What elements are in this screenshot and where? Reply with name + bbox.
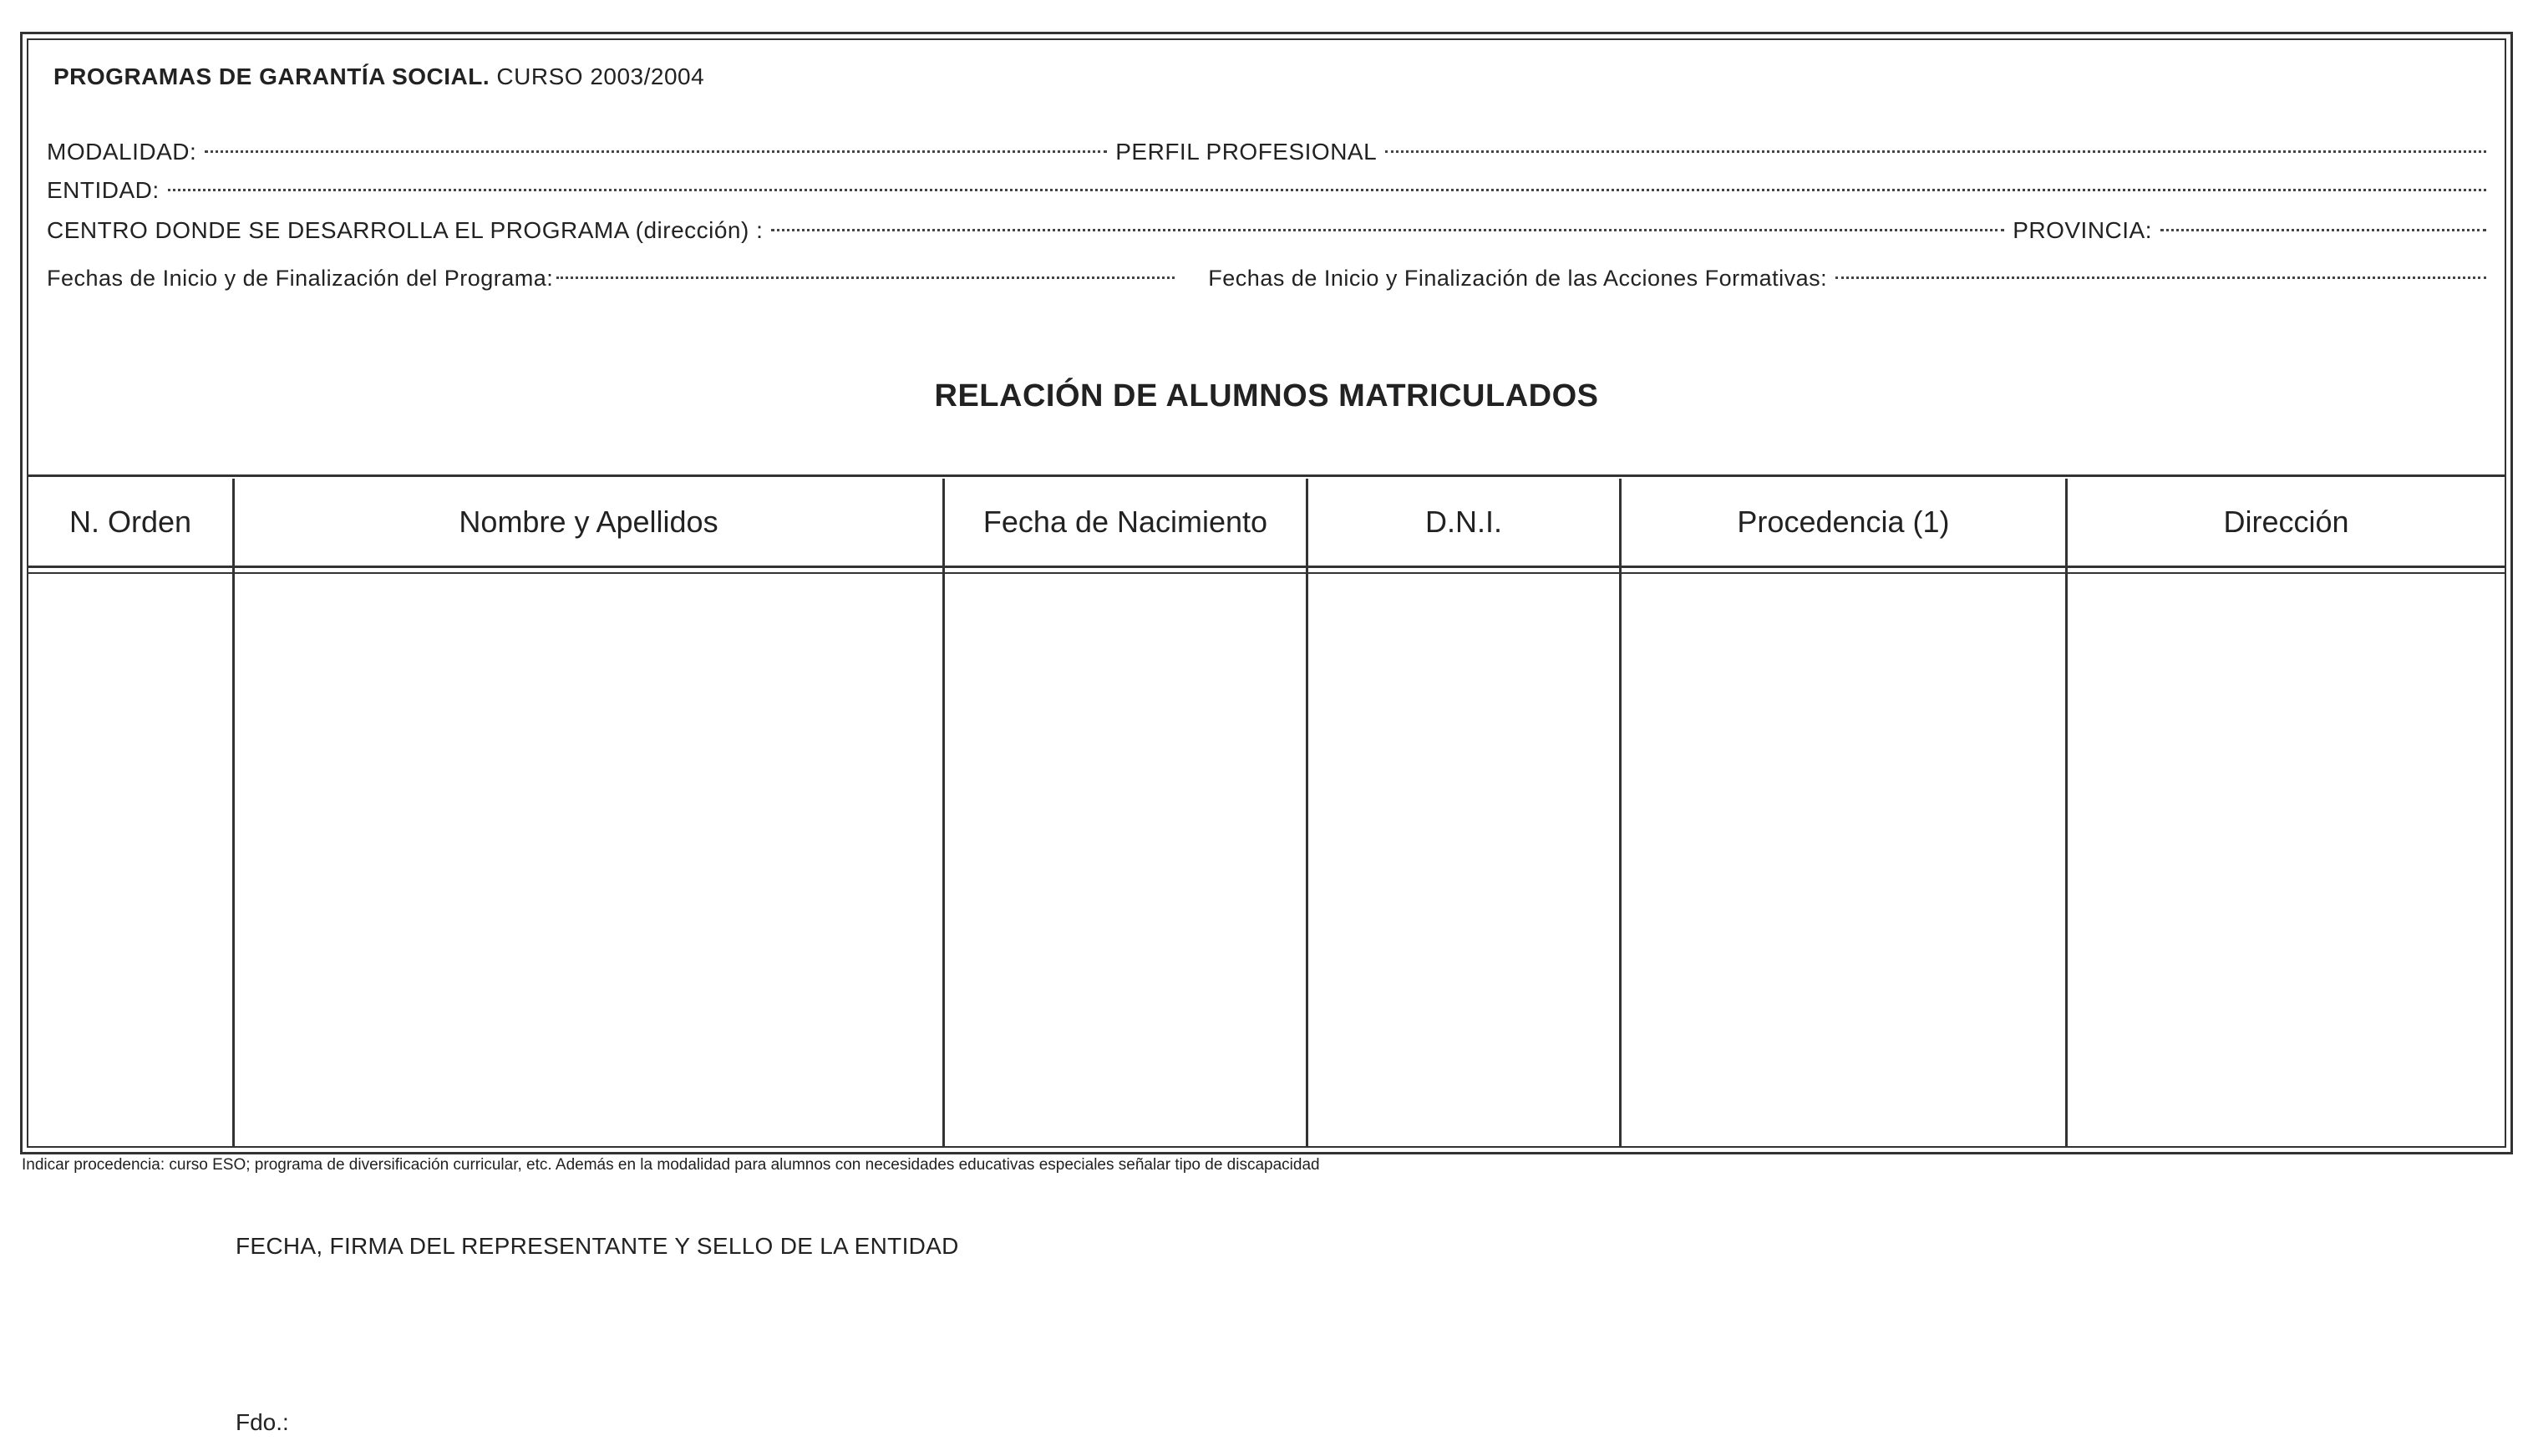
column-header: Nombre y Apellidos [235, 479, 942, 568]
signature-label: FECHA, FIRMA DEL REPRESENTANTE Y SELLO DE LA ENTIDAD [236, 1233, 959, 1259]
column-cells[interactable] [945, 572, 1306, 1146]
row-fechas [47, 266, 2486, 296]
program-title [53, 63, 704, 90]
entidad-field[interactable] [168, 189, 2486, 191]
perfil-field[interactable] [1385, 150, 2486, 153]
column-header: N. Orden [28, 479, 232, 568]
fechas-programa-field[interactable] [556, 276, 1175, 279]
column-nombre [235, 479, 945, 1146]
column-header: Procedencia (1) [1622, 479, 2065, 568]
entidad-label: ENTIDAD: [47, 177, 160, 203]
modalidad-field[interactable] [205, 150, 1107, 153]
column-cells[interactable] [2068, 572, 2505, 1146]
column-header: Dirección [2068, 479, 2505, 568]
row-modalidad-perfil [47, 139, 2486, 169]
form-inner-frame [27, 38, 2506, 1148]
provincia-field[interactable] [2160, 229, 2486, 231]
fdo-label: Fdo.: [236, 1409, 289, 1435]
column-fecha-nacimiento [945, 479, 1308, 1146]
fechas-acciones-field[interactable] [1835, 276, 2486, 279]
provincia-label: PROVINCIA: [2013, 217, 2152, 243]
column-n-orden [28, 479, 235, 1146]
row-entidad [47, 177, 2486, 207]
fechas-acciones-label: Fechas de Inicio y Finalización de las Acciones Formativas: [1208, 266, 1828, 291]
form-frame [20, 32, 2513, 1154]
form-header [28, 40, 2505, 474]
row-centro-provincia [47, 217, 2486, 247]
centro-label: CENTRO DONDE SE DESARROLLA EL PROGRAMA (dirección) : [47, 217, 764, 243]
program-title-bold: PROGRAMAS DE GARANTÍA SOCIAL. [53, 63, 490, 89]
section-title: RELACIÓN DE ALUMNOS MATRICULADOS [934, 378, 1599, 413]
header-divider [28, 474, 2505, 477]
column-procedencia [1622, 479, 2068, 1146]
column-dni [1308, 479, 1622, 1146]
modalidad-label: MODALIDAD: [47, 139, 197, 165]
fechas-programa-label: Fechas de Inicio y de Finalización del Programa: [47, 266, 554, 291]
perfil-label: PERFIL PROFESIONAL [1115, 139, 1378, 165]
column-header: Fecha de Nacimiento [945, 479, 1306, 568]
program-course: CURSO 2003/2004 [496, 63, 705, 89]
column-direccion [2068, 479, 2505, 1146]
column-cells[interactable] [28, 572, 232, 1146]
column-header: D.N.I. [1308, 479, 1619, 568]
centro-field[interactable] [771, 229, 2004, 231]
column-cells[interactable] [235, 572, 942, 1146]
footnote: Indicar procedencia: curso ESO; programa de diversificación curricular, etc. Además en la modalidad para alumnos con necesidades educativas especiales señalar tipo de discapacidad [22, 1156, 1320, 1174]
column-cells[interactable] [1622, 572, 2065, 1146]
column-cells[interactable] [1308, 572, 1619, 1146]
students-table [28, 479, 2505, 1146]
